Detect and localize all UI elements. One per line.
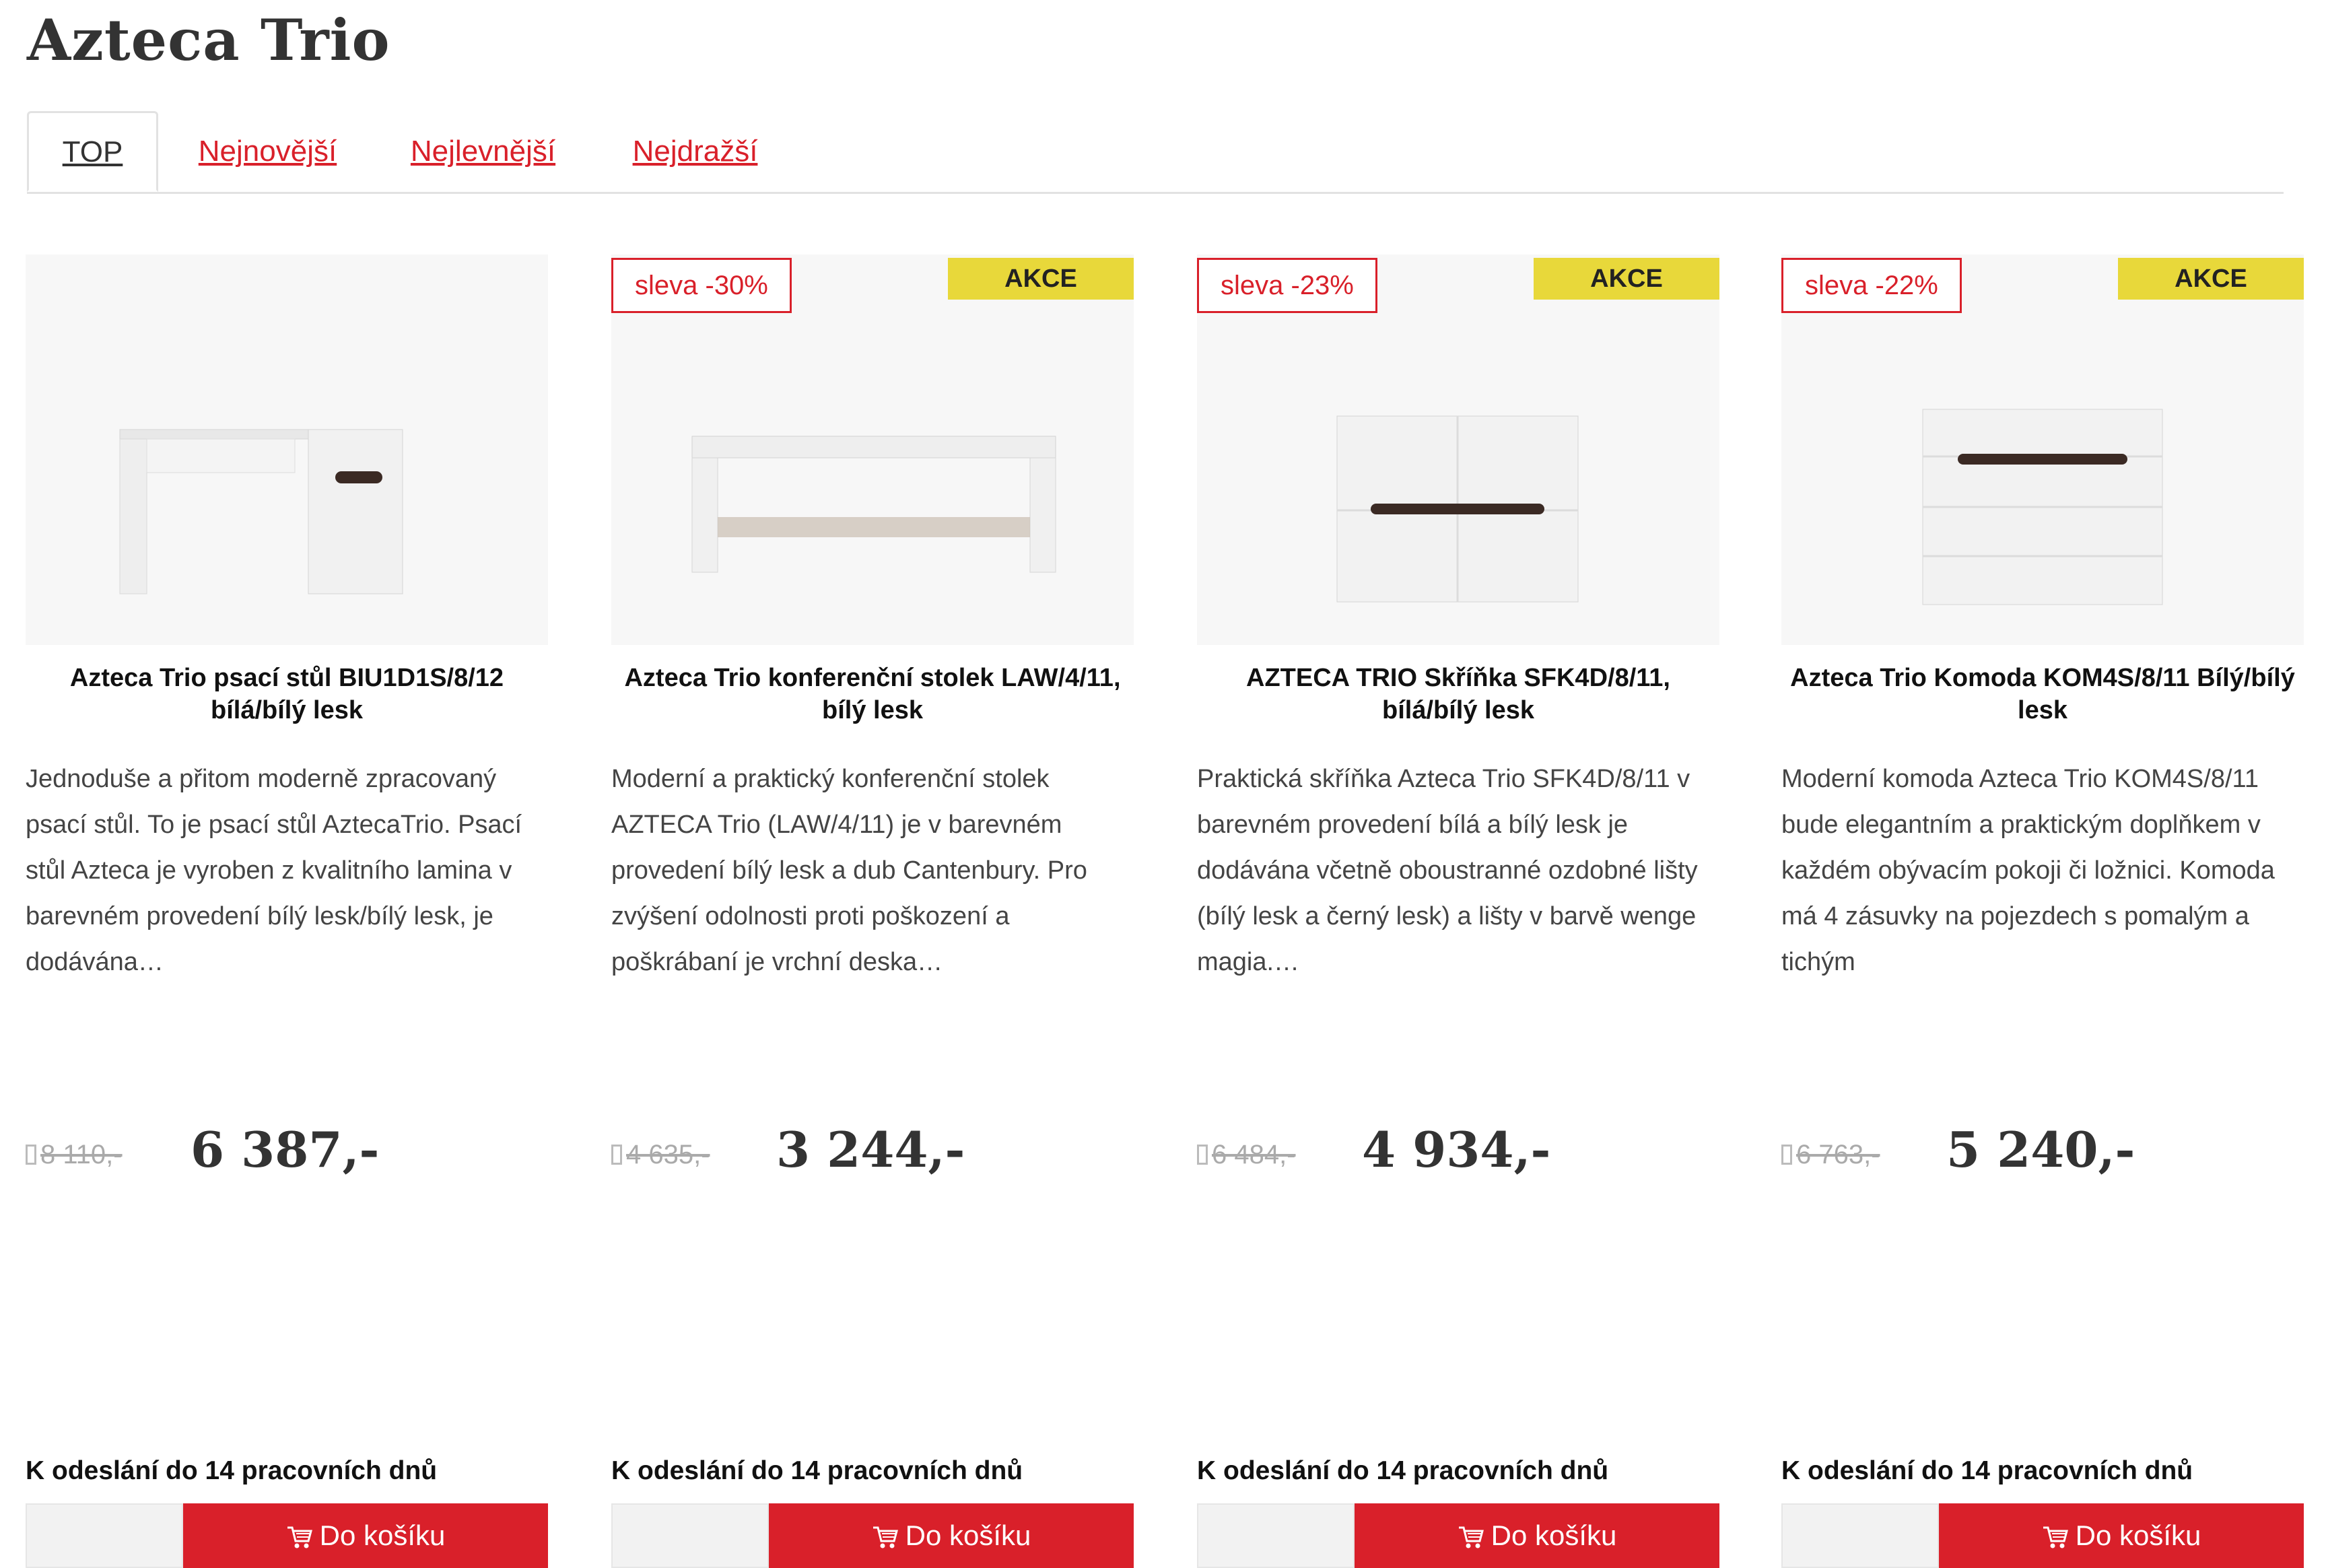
product-title[interactable]: Azteca Trio Komoda KOM4S/8/11 Bílý/bílý lesk bbox=[1790, 664, 2295, 724]
add-to-cart-button[interactable] bbox=[183, 1503, 548, 1568]
discount-badge: sleva -30% bbox=[611, 258, 792, 313]
dresser-image bbox=[1781, 254, 2304, 645]
desk-image bbox=[26, 254, 548, 645]
akce-badge: AKCE bbox=[1534, 258, 1719, 300]
price-glyph-icon bbox=[611, 1145, 622, 1165]
shipping-info: K odeslání do 14 pracovních dnů bbox=[26, 1456, 438, 1485]
tab-most-expensive[interactable]: Nejdražší bbox=[632, 135, 758, 168]
akce-badge: AKCE bbox=[2118, 258, 2304, 300]
price-row bbox=[1781, 1121, 2304, 1178]
cart-icon bbox=[286, 1524, 313, 1550]
cart-icon bbox=[1458, 1524, 1484, 1550]
product-image[interactable] bbox=[1197, 254, 1719, 645]
cabinet-image bbox=[1197, 254, 1719, 645]
page-title: Azteca Trio bbox=[27, 7, 390, 73]
old-price-value: 4 635,- bbox=[626, 1140, 710, 1169]
add-to-cart-button[interactable] bbox=[769, 1503, 1134, 1568]
old-price-value: 6 763,- bbox=[1796, 1140, 1880, 1169]
product-description: Moderní komoda Azteca Trio KOM4S/8/11 bude elegantním a praktickým doplňkem v každém obývacím pokoji či ložnici. Komoda má 4 zásuvky na pojezdech s pomalým a tichým bbox=[1781, 765, 2275, 976]
shipping-info: K odeslání do 14 pracovních dnů bbox=[1781, 1456, 2193, 1485]
akce-badge: AKCE bbox=[948, 258, 1134, 300]
cart-button-label: Do košíku bbox=[1491, 1520, 1617, 1551]
price-glyph-icon bbox=[26, 1145, 36, 1165]
quantity-input[interactable] bbox=[1197, 1503, 1355, 1568]
current-price: 4 934,- bbox=[1362, 1121, 1551, 1178]
quantity-input[interactable] bbox=[611, 1503, 769, 1568]
price-row bbox=[611, 1121, 1134, 1178]
product-title[interactable]: AZTECA TRIO Skříňka SFK4D/8/11, bílá/bílý lesk bbox=[1246, 664, 1670, 724]
cart-button-label: Do košíku bbox=[2075, 1520, 2201, 1551]
add-to-cart-button[interactable] bbox=[1355, 1503, 1719, 1568]
product-title[interactable]: Azteca Trio konferenční stolek LAW/4/11, bílý lesk bbox=[624, 664, 1121, 724]
shipping-info: K odeslání do 14 pracovních dnů bbox=[611, 1456, 1023, 1485]
tab-cheapest[interactable]: Nejlevnější bbox=[410, 135, 556, 168]
sort-tabs bbox=[27, 111, 2284, 194]
quantity-input[interactable] bbox=[1781, 1503, 1939, 1568]
product-description: Jednoduše a přitom moderně zpracovaný psací stůl. To je psací stůl AztecaTrio. Psací stůl Azteca je vyroben z kvalitního lamina v barevném provedení bílý lesk/bílý lesk, je dodávána… bbox=[26, 765, 522, 976]
product-image[interactable] bbox=[26, 254, 548, 645]
product-description: Moderní a praktický konferenční stolek AZTECA Trio (LAW/4/11) je v barevném provedení bílý lesk a dub Cantenbury. Pro zvýšení odolnosti proti poškození a poškrábaní je vrchní deska… bbox=[611, 765, 1087, 976]
price-row bbox=[26, 1121, 548, 1178]
current-price: 3 244,- bbox=[776, 1121, 965, 1178]
old-price-value: 6 484,- bbox=[1212, 1140, 1296, 1169]
product-image[interactable] bbox=[611, 254, 1134, 645]
current-price: 5 240,- bbox=[1946, 1121, 2135, 1178]
tab-top[interactable]: TOP bbox=[27, 111, 158, 192]
old-price bbox=[611, 1140, 710, 1170]
old-price-value: 8 110,- bbox=[40, 1140, 123, 1169]
tab-newest[interactable]: Nejnovější bbox=[198, 135, 337, 168]
product-image[interactable] bbox=[1781, 254, 2304, 645]
quantity-input[interactable] bbox=[26, 1503, 183, 1568]
add-to-cart-button[interactable] bbox=[1939, 1503, 2304, 1568]
product-description: Praktická skříňka Azteca Trio SFK4D/8/11 v barevném provedení bílá a bílý lesk je dodávána včetně oboustranné ozdobné lišty (bílý lesk a černý lesk) a lišty v barvě wenge magia.… bbox=[1197, 765, 1698, 976]
price-row bbox=[1197, 1121, 1719, 1178]
cart-button-label: Do košíku bbox=[905, 1520, 1031, 1551]
cart-icon bbox=[872, 1524, 899, 1550]
discount-badge: sleva -22% bbox=[1781, 258, 1962, 313]
price-glyph-icon bbox=[1781, 1145, 1792, 1165]
current-price: 6 387,- bbox=[191, 1121, 380, 1178]
price-glyph-icon bbox=[1197, 1145, 1208, 1165]
shipping-info: K odeslání do 14 pracovních dnů bbox=[1197, 1456, 1609, 1485]
product-title[interactable]: Azteca Trio psací stůl BIU1D1S/8/12 bílá/bílý lesk bbox=[69, 664, 504, 724]
coffee-table-image bbox=[611, 254, 1134, 645]
cart-button-label: Do košíku bbox=[319, 1520, 446, 1551]
discount-badge: sleva -23% bbox=[1197, 258, 1377, 313]
old-price bbox=[1197, 1140, 1296, 1170]
cart-icon bbox=[2042, 1524, 2069, 1550]
old-price bbox=[1781, 1140, 1880, 1170]
old-price bbox=[26, 1140, 123, 1170]
